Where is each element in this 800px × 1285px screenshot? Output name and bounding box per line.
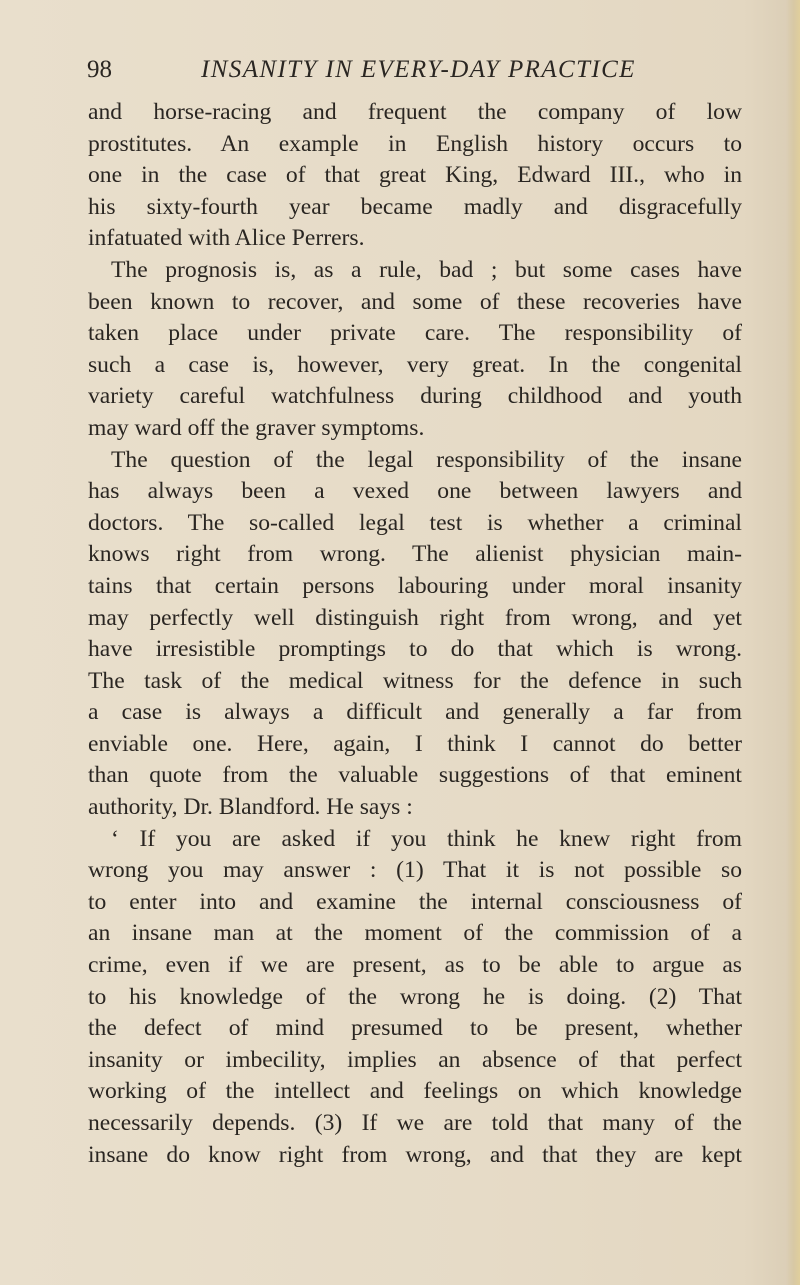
page-number: 98: [87, 56, 112, 83]
text-line: insanity or imbecility, implies an absence of that perfect: [88, 1046, 742, 1073]
text-line: a case is always a difficult and generally a far from: [88, 699, 742, 726]
text-line: variety careful watchfulness during childhood and youth: [88, 383, 742, 410]
text-line: may perfectly well distinguish right from wrong, and yet: [88, 604, 742, 631]
text-line: The prognosis is, as a rule, bad ; but some cases have: [111, 256, 742, 283]
text-line: to enter into and examine the internal consciousness of: [88, 888, 742, 915]
running-title: INSANITY IN EVERY-DAY PRACTICE: [201, 56, 636, 83]
text-line: one in the case of that great King, Edward III., who in: [88, 162, 742, 189]
text-line: crime, even if we are present, as to be able to argue as: [88, 952, 742, 979]
text-line: have irresistible promptings to do that which is wrong.: [88, 636, 742, 663]
text-line: authority, Dr. Blandford. He says :: [88, 794, 413, 821]
text-line: been known to recover, and some of these recoveries have: [88, 288, 742, 315]
text-line: doctors. The so-called legal test is whether a criminal: [88, 509, 742, 536]
text-line: The task of the medical witness for the defence in such: [88, 667, 742, 694]
text-line: than quote from the valuable suggestions of that eminent: [88, 762, 742, 789]
page-edge: [786, 0, 800, 1285]
text-line: and horse-racing and frequent the company of low: [88, 99, 742, 125]
body-text: [88, 97, 742, 1171]
text-line: The question of the legal responsibility of the insane: [111, 446, 742, 473]
text-line: has always been a vexed one between lawyers and: [88, 478, 742, 505]
text-line: to his knowledge of the wrong he is doing. (2) That: [88, 983, 742, 1010]
text-line: infatuated with Alice Perrers.: [88, 225, 365, 252]
text-line: wrong you may answer : (1) That it is not possible so: [88, 857, 742, 884]
text-line: his sixty-fourth year became madly and disgracefully: [88, 193, 742, 220]
text-line: necessarily depends. (3) If we are told that many of the: [88, 1110, 742, 1136]
text-line: may ward off the graver symptoms.: [88, 414, 425, 441]
text-line: working of the intellect and feelings on which knowledge: [88, 1078, 742, 1105]
text-line: ‘ If you are asked if you think he knew right from: [111, 825, 742, 852]
text-line: taken place under private care. The responsibility of: [88, 320, 742, 347]
text-line: an insane man at the moment of the commission of a: [88, 920, 742, 947]
text-line: prostitutes. An example in English history occurs to: [88, 130, 742, 157]
text-line: knows right from wrong. The alienist physician main-: [88, 541, 742, 568]
text-line: enviable one. Here, again, I think I cannot do better: [88, 730, 742, 757]
text-line: tains that certain persons labouring under moral insanity: [88, 572, 742, 599]
text-line: insane do know right from wrong, and that they are kept: [88, 1141, 742, 1168]
text-line: such a case is, however, very great. In the congenital: [88, 351, 742, 378]
text-line: the defect of mind presumed to be present, whether: [88, 1015, 742, 1042]
page-header: [87, 52, 747, 88]
